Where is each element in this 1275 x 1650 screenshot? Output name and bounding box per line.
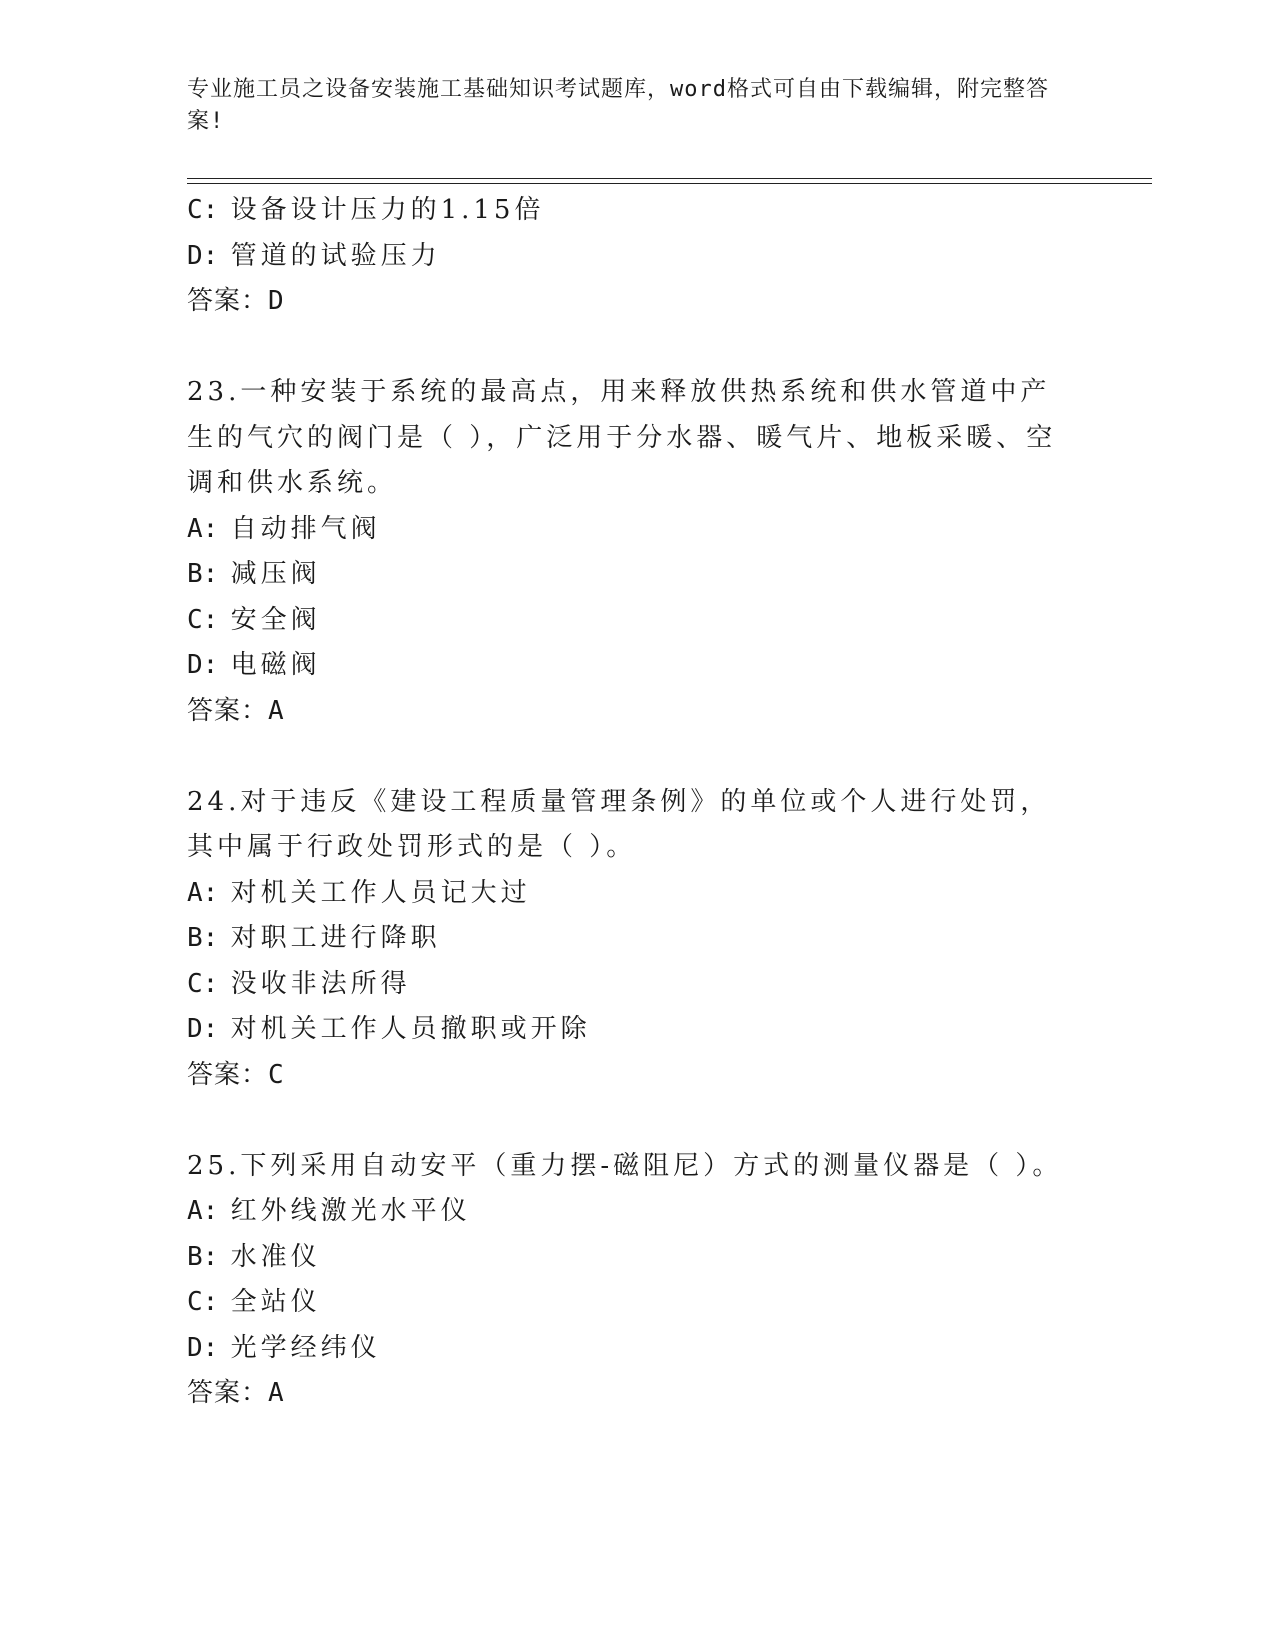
question-text: 一种安装于系统的最高点，用来释放供热系统和供水管道中产生的气穴的阀门是（ ），广泛用于分水器、暖气片、地板采暖、空调和供水系统。 xyxy=(187,377,1057,498)
option-text: 水准仪 xyxy=(230,1241,321,1272)
question-number: 23. xyxy=(187,377,241,407)
option-letter: A: xyxy=(187,877,219,908)
option-letter: D: xyxy=(187,240,219,271)
answer-label: 答案： xyxy=(187,286,269,316)
answer-value: C xyxy=(268,1059,285,1090)
option-d xyxy=(187,643,1087,689)
option-letter: B: xyxy=(187,559,219,589)
question-number: 24. xyxy=(187,786,241,817)
question-text: 对于违反《建设工程质量管理条例》的单位或个人进行处罚，其中属于行政处罚形式的是（ ）。 xyxy=(187,786,1051,862)
option-text: 对职工进行降职 xyxy=(230,923,441,953)
answer-label: 答案： xyxy=(187,1059,269,1090)
option-text: 管道的试验压力 xyxy=(230,240,441,271)
spacer xyxy=(187,325,1087,371)
option-letter: B: xyxy=(187,923,219,953)
option-d xyxy=(187,234,1087,280)
answer-value: A xyxy=(268,1378,285,1408)
option-text: 对机关工作人员撤职或开除 xyxy=(230,1014,591,1044)
option-text: 减压阀 xyxy=(230,559,321,589)
option-text: 没收非法所得 xyxy=(230,968,411,999)
answer-value: D xyxy=(268,286,285,316)
option-text: 电磁阀 xyxy=(230,650,321,680)
option-text: 红外线激光水平仪 xyxy=(230,1196,471,1226)
option-c xyxy=(187,598,1087,644)
option-text: 自动排气阀 xyxy=(230,513,381,544)
option-c xyxy=(187,1280,1087,1326)
question-number: 25. xyxy=(187,1150,241,1181)
option-d xyxy=(187,1326,1087,1372)
option-text: 全站仪 xyxy=(230,1287,321,1317)
option-letter: D: xyxy=(187,1332,219,1363)
option-b xyxy=(187,916,1087,962)
previous-question-tail xyxy=(187,188,1087,325)
option-text: 光学经纬仪 xyxy=(230,1332,381,1363)
page-header: 专业施工员之设备安装施工基础知识考试题库，word格式可自由下载编辑，附完整答案! xyxy=(187,77,1049,134)
option-letter: D: xyxy=(187,650,219,680)
option-d xyxy=(187,1007,1087,1053)
spacer xyxy=(187,734,1087,780)
option-letter: A: xyxy=(187,1196,219,1226)
option-letter: B: xyxy=(187,1241,219,1272)
option-text: 对机关工作人员记大过 xyxy=(230,877,531,908)
option-a xyxy=(187,1189,1087,1235)
option-c xyxy=(187,962,1087,1008)
answer-value: A xyxy=(268,695,285,726)
option-c xyxy=(187,188,1087,234)
option-letter: D: xyxy=(187,1014,219,1044)
option-text: 设备设计压力的1.15倍 xyxy=(230,195,545,225)
header-divider-top xyxy=(187,178,1152,179)
option-a xyxy=(187,871,1087,917)
question-23 xyxy=(187,370,1087,734)
question-stem xyxy=(187,370,1067,507)
option-letter: A: xyxy=(187,513,219,544)
answer-line xyxy=(187,689,1087,735)
answer-label: 答案： xyxy=(187,695,269,726)
question-stem xyxy=(187,1144,1067,1190)
answer-line xyxy=(187,279,1087,325)
answer-line xyxy=(187,1371,1087,1417)
spacer xyxy=(187,1098,1087,1144)
question-24 xyxy=(187,780,1087,1099)
option-b xyxy=(187,1235,1087,1281)
option-text: 安全阀 xyxy=(230,604,321,635)
option-letter: C: xyxy=(187,604,219,635)
header-divider-bottom xyxy=(187,183,1152,184)
question-25 xyxy=(187,1144,1087,1417)
answer-line xyxy=(187,1053,1087,1099)
exam-content xyxy=(187,188,1087,1417)
option-letter: C: xyxy=(187,1287,219,1317)
option-letter: C: xyxy=(187,195,219,225)
option-b xyxy=(187,552,1087,598)
option-a xyxy=(187,507,1087,553)
answer-label: 答案： xyxy=(187,1378,269,1408)
question-text: 下列采用自动安平（重力摆-磁阻尼）方式的测量仪器是（ ）。 xyxy=(240,1150,1063,1181)
question-stem xyxy=(187,780,1067,871)
option-letter: C: xyxy=(187,968,219,999)
